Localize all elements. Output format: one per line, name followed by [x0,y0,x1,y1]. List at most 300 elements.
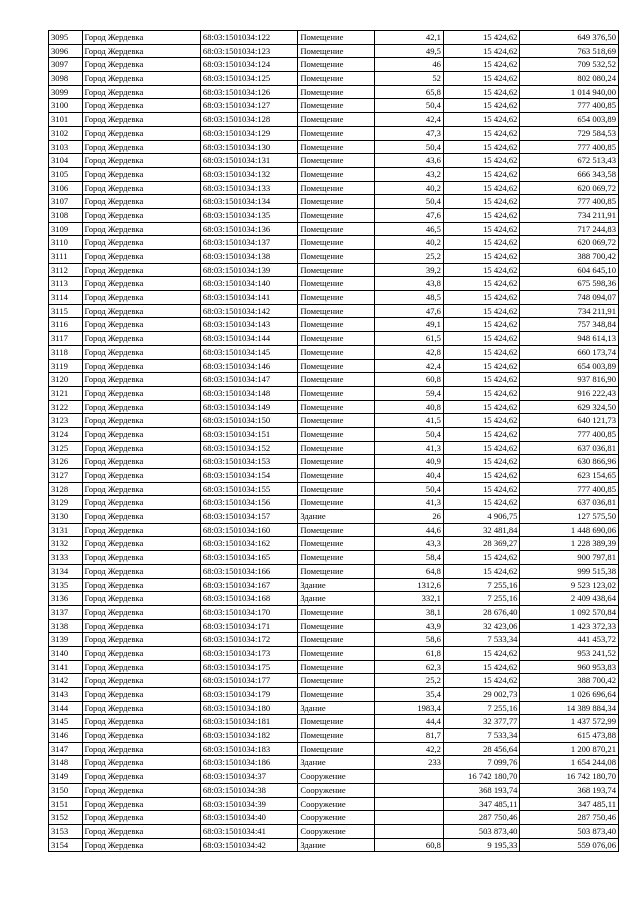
specific-value-cell: 15 424,62 [443,318,519,332]
cadastral-value-cell: 637 036,81 [520,496,619,510]
row-number-cell: 3134 [49,564,83,578]
cadastral-value-cell: 1 026 696,64 [520,688,619,702]
cadastral-number-cell: 68:03:1501034:148 [200,386,297,400]
table-row [49,126,619,140]
cadastral-number-cell: 68:03:1501034:147 [200,373,297,387]
specific-value-cell: 15 424,62 [443,400,519,414]
cadastral-value-cell: 623 154,65 [520,469,619,483]
locality-cell: Город Жердевка [82,414,200,428]
object-type-cell: Помещение [298,455,374,469]
locality-cell: Город Жердевка [82,688,200,702]
locality-cell: Город Жердевка [82,400,200,414]
object-type-cell: Помещение [298,400,374,414]
object-type-cell: Помещение [298,291,374,305]
table-row [49,811,619,825]
cadastral-number-cell: 68:03:1501034:133 [200,181,297,195]
cadastral-value-cell: 802 080,24 [520,72,619,86]
cadastral-value-cell: 900 797,81 [520,551,619,565]
locality-cell: Город Жердевка [82,373,200,387]
table-row [49,838,619,852]
locality-cell: Город Жердевка [82,523,200,537]
locality-cell: Город Жердевка [82,496,200,510]
cadastral-value-cell: 16 742 180,70 [520,770,619,784]
cadastral-number-cell: 68:03:1501034:144 [200,332,297,346]
table-row [49,373,619,387]
area-cell: 58,4 [374,551,443,565]
table-row [49,742,619,756]
table-row [49,660,619,674]
locality-cell: Город Жердевка [82,44,200,58]
object-type-cell: Помещение [298,729,374,743]
cadastral-value-cell: 777 400,85 [520,427,619,441]
row-number-cell: 3105 [49,167,83,181]
area-cell: 60,8 [374,373,443,387]
area-cell: 58,6 [374,633,443,647]
object-type-cell: Помещение [298,250,374,264]
area-cell: 25,2 [374,674,443,688]
specific-value-cell: 28 676,40 [443,605,519,619]
cadastral-number-cell: 68:03:1501034:141 [200,291,297,305]
cadastral-value-cell: 1 437 572,99 [520,715,619,729]
locality-cell: Город Жердевка [82,277,200,291]
cadastral-number-cell: 68:03:1501034:39 [200,797,297,811]
area-cell: 49,5 [374,44,443,58]
cadastral-value-cell: 672 513,43 [520,154,619,168]
locality-cell: Город Жердевка [82,592,200,606]
cadastral-value-cell: 629 324,50 [520,400,619,414]
locality-cell: Город Жердевка [82,31,200,45]
specific-value-cell: 15 424,62 [443,126,519,140]
object-type-cell: Помещение [298,195,374,209]
area-cell: 42,4 [374,113,443,127]
object-type-cell: Здание [298,510,374,524]
area-cell: 48,5 [374,291,443,305]
locality-cell: Город Жердевка [82,701,200,715]
table-row [49,31,619,45]
area-cell: 49,1 [374,318,443,332]
specific-value-cell: 15 424,62 [443,222,519,236]
locality-cell: Город Жердевка [82,140,200,154]
row-number-cell: 3121 [49,386,83,400]
cadastral-number-cell: 68:03:1501034:123 [200,44,297,58]
area-cell: 43,9 [374,619,443,633]
cadastral-value-cell: 388 700,42 [520,250,619,264]
area-cell: 41,5 [374,414,443,428]
specific-value-cell: 15 424,62 [443,414,519,428]
cadastral-value-cell: 620 069,72 [520,181,619,195]
locality-cell: Город Жердевка [82,222,200,236]
specific-value-cell: 15 424,62 [443,359,519,373]
object-type-cell: Помещение [298,126,374,140]
locality-cell: Город Жердевка [82,99,200,113]
row-number-cell: 3130 [49,510,83,524]
area-cell: 39,2 [374,263,443,277]
row-number-cell: 3147 [49,742,83,756]
object-type-cell: Помещение [298,633,374,647]
object-type-cell: Помещение [298,537,374,551]
area-cell: 42,4 [374,359,443,373]
specific-value-cell: 7 533,34 [443,633,519,647]
cadastral-value-cell: 734 211,91 [520,208,619,222]
row-number-cell: 3122 [49,400,83,414]
row-number-cell: 3138 [49,619,83,633]
cadastral-value-cell: 948 614,13 [520,332,619,346]
cadastral-value-cell: 649 376,50 [520,31,619,45]
area-cell [374,783,443,797]
cadastral-number-cell: 68:03:1501034:183 [200,742,297,756]
object-type-cell: Здание [298,838,374,852]
cadastral-value-cell: 666 343,58 [520,167,619,181]
row-number-cell: 3113 [49,277,83,291]
object-type-cell: Помещение [298,660,374,674]
locality-cell: Город Жердевка [82,564,200,578]
locality-cell: Город Жердевка [82,605,200,619]
locality-cell: Город Жердевка [82,537,200,551]
row-number-cell: 3135 [49,578,83,592]
table-row [49,783,619,797]
table-row [49,496,619,510]
area-cell: 26 [374,510,443,524]
object-type-cell: Помещение [298,72,374,86]
object-type-cell: Сооружение [298,770,374,784]
object-type-cell: Помещение [298,113,374,127]
cadastral-number-cell: 68:03:1501034:130 [200,140,297,154]
locality-cell: Город Жердевка [82,770,200,784]
cadastral-value-cell: 637 036,81 [520,441,619,455]
object-type-cell: Помещение [298,742,374,756]
table-row [49,510,619,524]
area-cell: 38,1 [374,605,443,619]
cadastral-number-cell: 68:03:1501034:151 [200,427,297,441]
cadastral-number-cell: 68:03:1501034:181 [200,715,297,729]
table-row [49,113,619,127]
table-row [49,85,619,99]
object-type-cell: Здание [298,578,374,592]
cadastral-number-cell: 68:03:1501034:42 [200,838,297,852]
table-row [49,551,619,565]
row-number-cell: 3103 [49,140,83,154]
row-number-cell: 3117 [49,332,83,346]
row-number-cell: 3096 [49,44,83,58]
row-number-cell: 3127 [49,469,83,483]
cadastral-value-cell: 937 816,90 [520,373,619,387]
cadastral-value-cell: 441 453,72 [520,633,619,647]
cadastral-value-cell: 953 241,52 [520,646,619,660]
area-cell: 50,4 [374,195,443,209]
table-row [49,427,619,441]
cadastral-number-cell: 68:03:1501034:122 [200,31,297,45]
table-row [49,523,619,537]
cadastral-value-cell: 368 193,74 [520,783,619,797]
cadastral-number-cell: 68:03:1501034:131 [200,154,297,168]
row-number-cell: 3149 [49,770,83,784]
cadastral-value-cell: 709 532,52 [520,58,619,72]
table-row [49,318,619,332]
object-type-cell: Сооружение [298,797,374,811]
row-number-cell: 3146 [49,729,83,743]
object-type-cell: Сооружение [298,824,374,838]
table-row [49,167,619,181]
row-number-cell: 3132 [49,537,83,551]
specific-value-cell: 15 424,62 [443,455,519,469]
cadastral-number-cell: 68:03:1501034:155 [200,482,297,496]
cadastral-value-cell: 1 014 940,00 [520,85,619,99]
cadastral-number-cell: 68:03:1501034:136 [200,222,297,236]
cadastral-number-cell: 68:03:1501034:152 [200,441,297,455]
cadastral-value-cell: 127 575,50 [520,510,619,524]
table-row [49,386,619,400]
object-type-cell: Здание [298,701,374,715]
row-number-cell: 3115 [49,304,83,318]
cadastral-number-cell: 68:03:1501034:40 [200,811,297,825]
object-type-cell: Помещение [298,605,374,619]
cadastral-number-cell: 68:03:1501034:162 [200,537,297,551]
table-row [49,208,619,222]
row-number-cell: 3104 [49,154,83,168]
cadastral-value-cell: 763 518,69 [520,44,619,58]
specific-value-cell: 7 255,16 [443,578,519,592]
row-number-cell: 3123 [49,414,83,428]
locality-cell: Город Жердевка [82,345,200,359]
cadastral-value-cell: 757 348,84 [520,318,619,332]
cadastral-value-cell: 717 244,83 [520,222,619,236]
row-number-cell: 3137 [49,605,83,619]
object-type-cell: Помещение [298,167,374,181]
object-type-cell: Помещение [298,373,374,387]
locality-cell: Город Жердевка [82,332,200,346]
row-number-cell: 3128 [49,482,83,496]
object-type-cell: Помещение [298,674,374,688]
locality-cell: Город Жердевка [82,359,200,373]
specific-value-cell: 15 424,62 [443,564,519,578]
area-cell: 40,9 [374,455,443,469]
object-type-cell: Помещение [298,85,374,99]
area-cell: 43,2 [374,167,443,181]
row-number-cell: 3120 [49,373,83,387]
cadastral-number-cell: 68:03:1501034:180 [200,701,297,715]
table-row [49,181,619,195]
cadastral-value-cell: 1 448 690,06 [520,523,619,537]
locality-cell: Город Жердевка [82,824,200,838]
area-cell: 60,8 [374,838,443,852]
specific-value-cell: 15 424,62 [443,195,519,209]
object-type-cell: Помещение [298,31,374,45]
object-type-cell: Помещение [298,414,374,428]
cadastral-value-cell: 729 584,53 [520,126,619,140]
specific-value-cell: 15 424,62 [443,496,519,510]
locality-cell: Город Жердевка [82,291,200,305]
cadastral-number-cell: 68:03:1501034:149 [200,400,297,414]
table-row [49,99,619,113]
table-row [49,58,619,72]
area-cell: 65,8 [374,85,443,99]
locality-cell: Город Жердевка [82,250,200,264]
specific-value-cell: 15 424,62 [443,386,519,400]
cadastral-number-cell: 68:03:1501034:172 [200,633,297,647]
row-number-cell: 3129 [49,496,83,510]
cadastral-number-cell: 68:03:1501034:166 [200,564,297,578]
area-cell: 61,5 [374,332,443,346]
cadastral-value-cell: 615 473,88 [520,729,619,743]
cadastral-number-cell: 68:03:1501034:37 [200,770,297,784]
row-number-cell: 3136 [49,592,83,606]
specific-value-cell: 15 424,62 [443,58,519,72]
table-row [49,756,619,770]
locality-cell: Город Жердевка [82,195,200,209]
area-cell: 44,4 [374,715,443,729]
locality-cell: Город Жердевка [82,674,200,688]
row-number-cell: 3151 [49,797,83,811]
cadastral-value-cell: 559 076,06 [520,838,619,852]
cadastral-number-cell: 68:03:1501034:135 [200,208,297,222]
locality-cell: Город Жердевка [82,646,200,660]
locality-cell: Город Жердевка [82,482,200,496]
locality-cell: Город Жердевка [82,441,200,455]
table-row [49,455,619,469]
table-row [49,592,619,606]
object-type-cell: Помещение [298,58,374,72]
table-row [49,332,619,346]
area-cell: 52 [374,72,443,86]
specific-value-cell: 15 424,62 [443,482,519,496]
cadastral-value-cell: 660 173,74 [520,345,619,359]
row-number-cell: 3110 [49,236,83,250]
locality-cell: Город Жердевка [82,263,200,277]
object-type-cell: Помещение [298,551,374,565]
object-type-cell: Помещение [298,715,374,729]
locality-cell: Город Жердевка [82,85,200,99]
cadastral-value-cell: 916 222,43 [520,386,619,400]
row-number-cell: 3107 [49,195,83,209]
cadastral-value-cell: 999 515,38 [520,564,619,578]
table-row [49,729,619,743]
cadastral-number-cell: 68:03:1501034:171 [200,619,297,633]
table-row [49,72,619,86]
specific-value-cell: 28 369,27 [443,537,519,551]
area-cell: 50,4 [374,427,443,441]
object-type-cell: Помещение [298,277,374,291]
locality-cell: Город Жердевка [82,427,200,441]
cadastral-number-cell: 68:03:1501034:146 [200,359,297,373]
specific-value-cell: 32 481,84 [443,523,519,537]
locality-cell: Город Жердевка [82,715,200,729]
specific-value-cell: 15 424,62 [443,181,519,195]
area-cell: 47,6 [374,304,443,318]
table-body [49,31,619,852]
area-cell [374,824,443,838]
cadastral-number-cell: 68:03:1501034:128 [200,113,297,127]
row-number-cell: 3133 [49,551,83,565]
table-row [49,195,619,209]
object-type-cell: Помещение [298,688,374,702]
object-type-cell: Помещение [298,222,374,236]
area-cell [374,770,443,784]
specific-value-cell: 15 424,62 [443,263,519,277]
cadastral-value-cell: 960 953,83 [520,660,619,674]
cadastral-value-cell: 1 228 389,39 [520,537,619,551]
cadastral-number-cell: 68:03:1501034:142 [200,304,297,318]
area-cell: 40,8 [374,400,443,414]
cadastral-value-cell: 777 400,85 [520,195,619,209]
table-row [49,674,619,688]
area-cell: 50,4 [374,140,443,154]
specific-value-cell: 15 424,62 [443,345,519,359]
row-number-cell: 3150 [49,783,83,797]
cadastral-value-cell: 654 003,89 [520,359,619,373]
area-cell: 40,2 [374,181,443,195]
locality-cell: Город Жердевка [82,742,200,756]
table-row [49,770,619,784]
locality-cell: Город Жердевка [82,167,200,181]
object-type-cell: Сооружение [298,811,374,825]
object-type-cell: Помещение [298,441,374,455]
specific-value-cell: 15 424,62 [443,469,519,483]
table-row [49,482,619,496]
specific-value-cell: 368 193,74 [443,783,519,797]
table-row [49,578,619,592]
table-row [49,250,619,264]
area-cell: 64,8 [374,564,443,578]
specific-value-cell: 7 255,16 [443,701,519,715]
cadastral-number-cell: 68:03:1501034:173 [200,646,297,660]
locality-cell: Город Жердевка [82,551,200,565]
cadastral-number-cell: 68:03:1501034:138 [200,250,297,264]
row-number-cell: 3140 [49,646,83,660]
locality-cell: Город Жердевка [82,811,200,825]
locality-cell: Город Жердевка [82,469,200,483]
cadastral-number-cell: 68:03:1501034:127 [200,99,297,113]
locality-cell: Город Жердевка [82,578,200,592]
cadastral-value-cell: 654 003,89 [520,113,619,127]
row-number-cell: 3109 [49,222,83,236]
locality-cell: Город Жердевка [82,304,200,318]
table-row [49,646,619,660]
area-cell: 41,3 [374,496,443,510]
specific-value-cell: 15 424,62 [443,236,519,250]
locality-cell: Город Жердевка [82,126,200,140]
table-row [49,715,619,729]
area-cell: 43,6 [374,154,443,168]
cadastral-number-cell: 68:03:1501034:157 [200,510,297,524]
specific-value-cell: 15 424,62 [443,441,519,455]
row-number-cell: 3101 [49,113,83,127]
cadastral-number-cell: 68:03:1501034:167 [200,578,297,592]
specific-value-cell: 15 424,62 [443,167,519,181]
area-cell: 50,4 [374,99,443,113]
cadastral-value-cell: 388 700,42 [520,674,619,688]
area-cell: 81,7 [374,729,443,743]
row-number-cell: 3098 [49,72,83,86]
cadastral-number-cell: 68:03:1501034:186 [200,756,297,770]
row-number-cell: 3143 [49,688,83,702]
row-number-cell: 3144 [49,701,83,715]
object-type-cell: Помещение [298,208,374,222]
cadastral-number-cell: 68:03:1501034:156 [200,496,297,510]
row-number-cell: 3108 [49,208,83,222]
cadastral-number-cell: 68:03:1501034:41 [200,824,297,838]
locality-cell: Город Жердевка [82,510,200,524]
specific-value-cell: 15 424,62 [443,674,519,688]
area-cell: 50,4 [374,482,443,496]
object-type-cell: Помещение [298,345,374,359]
specific-value-cell: 15 424,62 [443,44,519,58]
row-number-cell: 3139 [49,633,83,647]
locality-cell: Город Жердевка [82,236,200,250]
row-number-cell: 3119 [49,359,83,373]
cadastral-number-cell: 68:03:1501034:126 [200,85,297,99]
cadastral-number-cell: 68:03:1501034:179 [200,688,297,702]
object-type-cell: Помещение [298,564,374,578]
